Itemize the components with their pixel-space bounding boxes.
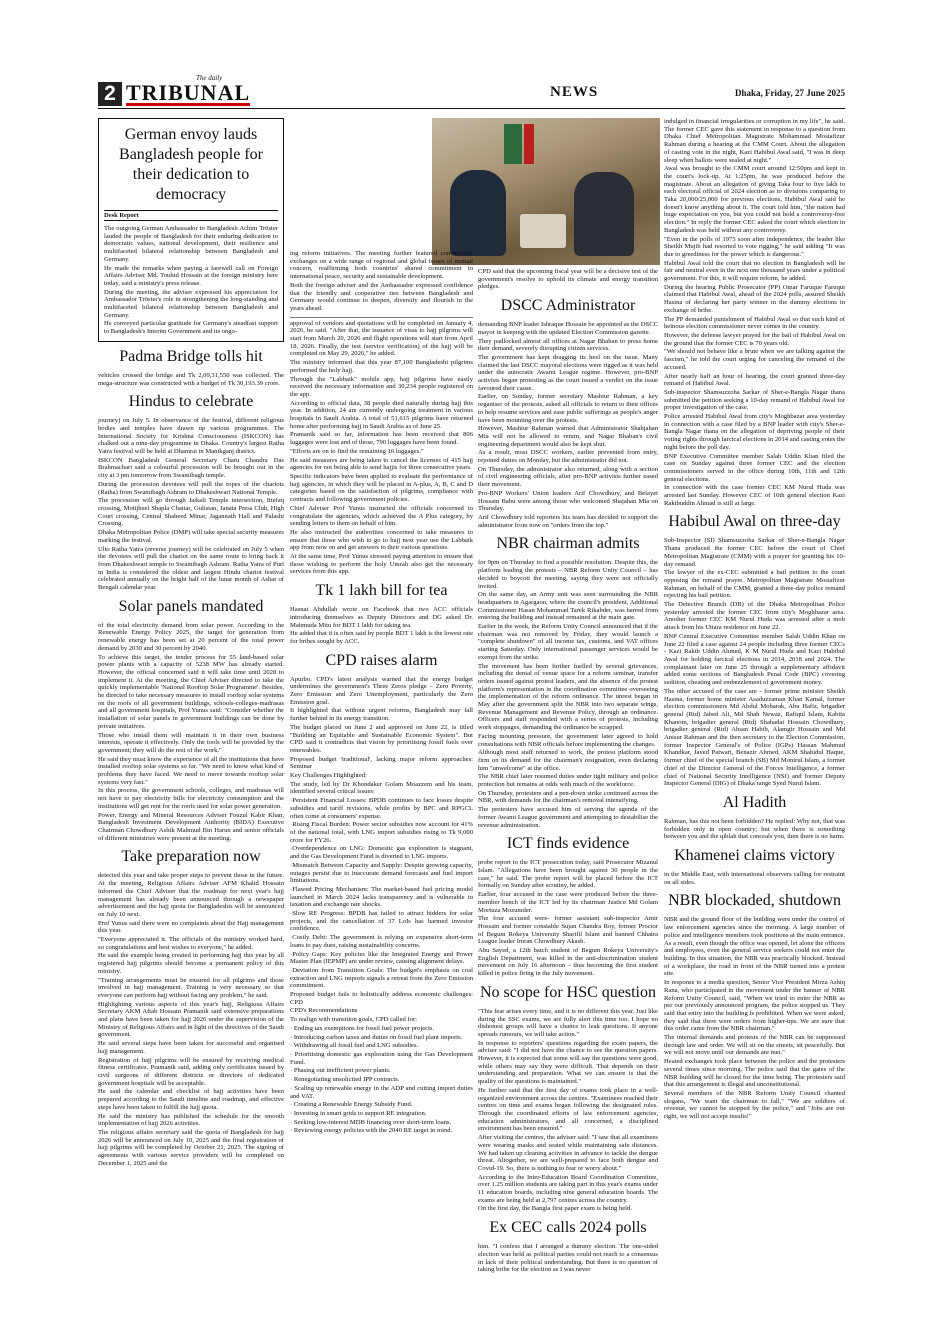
article-paragraph: In response to a media question, Senior Vice President Mirza Ashiq Rana, who participated in the movement under the banner of NBR Reform Unity Council, said, "When we tried to enter the NBR as per our previously announced program, the police stopped us. They said that entry into the building is prohibited. When we were asked, they said that there were orders from higher-ups. We are sure that this order came from the NBR chairman." (664, 979, 845, 1033)
article-paragraph: On the first day, the Bangla first paper exam is being held. (478, 1205, 632, 1213)
article-paragraph: Specific indicators have been applied to evaluate the performance of hajj agencies, in which they will be placed in A-plus, A, B, C and D categories based on the satisfaction of pilgrims, compliance with contracts and following government policies. (290, 472, 473, 504)
article-paragraph: At the same time, Prof Yunus stressed paying attention to ensure that those wishing to perform the holy Umrah also get the necessary services from this app. (290, 553, 473, 576)
article-paragraph: The lawyer of the ex-CEC submitted a bail petition to the court opposing the remand prayer. Metropolitan Magistrate Mostafizur Rahman, on behalf of the CMM, granted a three-day police remand rejecting his bail petition. (664, 569, 845, 600)
article-paragraph: ing reform initiatives. The meeting further featured constructive exchanges on a wide range of regional and global issues of mutual concern, reaffirming both countries' shared commitment to international peace, security and sustainable development. (290, 250, 473, 281)
boxed-article (98, 118, 284, 342)
article-paragraph: To realign with transition goals, CPD called for: (290, 1016, 417, 1024)
article-paragraph: ·Overdependence on LNG: Domestic gas exploration is stagnant, and the Gas Development Fund is diverted to LNG imports. (290, 845, 473, 861)
article-paragraph: Hasnat Abdullah wrote on Facebook that two ACC officials introducing themselves as Deputy Directors and DG asked Dr. Mahmuda Mitu for BDT 1 lakh for taking tea. (290, 606, 473, 629)
article-paragraph: "Even in the polls of 1973 soon after independence, the leader like Sheikh Mujib had resorted to vote rigging," he said adding "It was due to greediness for the power which is dangerous." (664, 235, 845, 258)
article-paragraph: · Scaling up renewable energy in the ADP and cutting import duties and VAT. (290, 1084, 473, 1100)
headline: NBR chairman admits (496, 535, 640, 553)
article-paragraph: He said they must know the experience of all the institutions that have installed rooftop solar systems so far. "We need to know what kind of problems they have faced. We need to move towards rooftop solar systems very fast." (98, 755, 284, 786)
article-paragraph: The movement has been further fuelled by several grievances, including the denial of venue space for a reform seminar, transfer orders issued against protest leaders, and the absence of the protest platform's representation in the coordination committee overseeing the implementation of the reform ordinance. The unrest began in May after the government split the NBR into two separate wings, Revenue Management and Revenue Policy, through an ordinance. Officers and staff responded with a series of protests, including work stoppages, demanding the ordinance be scrapped. (478, 662, 658, 732)
article-paragraph: According to official data, 38 people died naturally during hajj this year. In addition, 24 are currently undergoing treatment in various hospitals in Saudi Arabia. A total of 51,615 pilgrims have returned home after performing hajj in Saudi Arabia as of June 25. (290, 399, 473, 430)
article-paragraph: Proposed budget fails to holistically address economic challenges: CPD (290, 991, 473, 1006)
article-paragraph: Sub-inspector Shamsuzzoha Sarkar of Sher-e-Bangla Nagar thana submitted the petition seeking a 10-day remand of Habibul Awal for proper investigation of the case. (664, 388, 845, 412)
article-paragraph: Abu Sayed, a 12th batch student of Begum Rokeya University's English Department, was killed in the anti-discrimination student movement on July 16 afternoon – thus becoming the first student killed in police firing in the July movement. (478, 947, 658, 978)
article-paragraph: "Training arrangements must be ensured for all pilgrims and those involved in hajj management. Training is very necessary so that everyone can perform hajj without facing any problem," he said. (98, 976, 284, 999)
article-paragraph: Earlier in the week, the Reform Unity Council announced that if the chairman was not removed by Friday, they would launch a "complete shutdown" of all income tax, customs, and VAT offices starting Saturday. Only international passenger services would be exempt from the strike. (478, 623, 658, 661)
article-paragraph: ·Persistent Financial Losses: BPDB continues to face losses despite subsidies and tariff revisions, while profits by BPC and RPGCL often come at consumers' expense. (290, 797, 473, 820)
article-paragraph: Sub-Inspector (SI) Shamsuzzoha Sarkar of Sher-e-Bangla Nagar Thana produced the former CEC before the court of Chief Metropolitan Magistrate (CMM) with a prayer for granting his 10-day remand. (664, 537, 845, 568)
article-paragraph: The religious affairs secretary said the quota of Bangladesh for hajj 2026 will be announced on July 10, 2025 and the final registration of hajj pilgrims will be completed by October 21, 2025. The signing of agreements with various service providers will be completed on December 1, 2025 and the (98, 1128, 284, 1167)
article-paragraph: Facing mounting pressure, the government later agreed to hold consultations with NBR officials before implementing the changes. (478, 732, 658, 748)
article-paragraph: Chief Adviser Prof Yunus instructed the officials concerned to congratulate the agencies, which achieved the A Plus category, by sending letters to them on behalf of him. (290, 504, 473, 528)
article-paragraph: Police arrested Habibul Awal from city's Moghbazar area yesterday in connection with a case filed by a BNP leader with city's Sher-e-Bangla Nagar thana on the allegation of depriving people of their voting rights through farcical elections in 2014 and casting votes the night before the poll day. (664, 413, 845, 451)
article-paragraph: "This fear arises every time, and it is no different this year. Just like during the SSC exams, we are fully alert this time too. I hope no dishonest groups will have a chance to leak questions. If anyone spreads rumours, we will take action." (478, 1007, 658, 1038)
article-paragraph: According to the Inter-Education Board Coordination Committee, over 1.25 million students are taking part in this year's exams under 11 education boards, including nine general education boards. The exams are being held at 2,797 centres across the country. (478, 1173, 658, 1204)
page-number: 2 (98, 82, 122, 106)
article-paragraph: demanding BNP leader Ishraque Hossain be appointed as the DSCC mayor in keeping with the updated Election Commission gazette. (478, 321, 658, 336)
article-paragraph: · Introducing carbon taxes and duties on fossil fuel plant imports. (290, 1033, 463, 1041)
headline: DSCC Administrator (500, 297, 636, 315)
article-paragraph: The outgoing German Ambassador to Bangladesh Achim Tröster lauded the people of Bangladesh for their enduring dedication to democratic values, national development, their resilience and multifaceted bilateral relationship between Bangladesh and Germany. (104, 225, 278, 263)
article-paragraph: Habibul Awal told the court that no election in Bangladesh will be fair and neutral even in the next one thousand years under a political government. For this, it will require reform, he added. (664, 259, 845, 283)
article-paragraph: Highlighting various aspects of this year's hajj, Religious Affairs Secretary AKM Aftab Hossain Pramanik said extensive preparations and plans have been taken for hajj 2026 under the supervision of the Ministry of Religious Affairs and in light of the directives of the Saudi government. (98, 1000, 284, 1039)
headline: No scope for HSC question (480, 983, 656, 1001)
article-paragraph: journey) on July 5. In observance of the festival, different religious bodies and temples have drawn up various programmes. The International Society for Krishna Consciousness (ISKCON) has chalked out a nine-day programme in Dhaka. Country's largest Ratha Yatra festival will be held at Dhamrai in Manikganj district. (98, 417, 284, 456)
article-paragraph: He also instructed the authorities concerned to take measures to ensure that those who wish to go to hajj next year use the Labbaik app from now on and get answers to their various questions. (290, 528, 473, 552)
article-paragraph: On the same day, an Army unit was seen surrounding the NBR headquarters in Agargaon, where the council's president, Additional Commissioner Hasan Mohammad Tarek Rikabder, was barred from entering the building and instead remained at the main gate. (478, 591, 658, 622)
dateline: Dhaka, Friday, 27 June 2025 (734, 88, 845, 98)
article-paragraph: The Detective Branch (DB) of the Dhaka Metropolitan Police yesterday arrested the former CEC from city's Moghbazar area. Another former CEC KM Nurul Huda was arrested after a mob attack from his Uttara residence on June 22. (664, 601, 845, 632)
newspaper-logo (126, 74, 251, 106)
article-paragraph: approval of vendors and quotations will be completed on January 4, 2026, he said. "After that, the issuance of visas to hajj pilgrims will start from March 20, 2026 and flight operations will start from April 18, 2026. Finally, the test (service verification) of the hajj will be completed on May 29, 2026," he added. (290, 319, 473, 358)
article-paragraph: He said the ministry has published the schedule for the smooth implementation of hajj 2026 activities. (98, 1112, 284, 1128)
headline: Padma Bridge tolls hit (119, 347, 263, 365)
spacer (290, 118, 473, 250)
article-paragraph: of the total electricity demand from solar power. According to the Renewable Energy Policy 2025, the target for generation from renewable energy has been set at 20 percent of the total power demand by 2030 and 30 percent by 2040. (98, 621, 284, 652)
article-paragraph: ISKCON Bangladesh General Secretary Charu Chandra Das Brahmachari said a colourful procession will be brought out in the city at 3 pm tomorrow from Swamibagh temple. (98, 456, 284, 480)
article-paragraph: ·Rising Fiscal Burden: Power sector subsidies now account for 41% of the national total, with LNG import subsidies rising to Tk 9,000 crore for FY26. (290, 821, 473, 844)
brand-tagline: The daily (196, 74, 223, 82)
article-paragraph: Pramanik said so far, information has been received that 806 luggages were lost and of those, 790 luggages have been found. (290, 431, 473, 447)
article-paragraph: Several members of the NBR Reform Unity Council chanted slogans, "We want the chairman to fall," "We are soldiers of revenue, we cannot be stopped by the police," and "Jobs are our right, we will not accept insults!" (664, 1089, 845, 1121)
column-2 (290, 118, 473, 1248)
article-paragraph: him. "I confess that I arranged a dummy election. The one-sided election was held as political parties could not reach to a consensus in lack of their political understanding. But there is no question of taking bribe for the election as I was never (478, 1243, 658, 1274)
article-paragraph: for 9pm on Thursday to find a possible resolution. Despite this, the platform leading the protests – NBR Reform Unity Council – has decided to boycott the meeting, saying they were not officially invited. (478, 559, 658, 590)
article-paragraph: · Seeking low-interest MDB financing over short-term loans. (290, 1118, 452, 1126)
article-paragraph: In connection with the case former CEC KM Nurul Huda was arrested last Sunday. However CEC of 10th general election Kazi Rakibuddin Ahmad is still at large. (664, 484, 845, 507)
headline: German envoy lauds Bangladesh people for their dedication to democracy (119, 126, 263, 203)
byline: Desk Report (104, 210, 278, 221)
article-paragraph: Arif Chowdhury told reporters his team has decided to support the administrator from now on "orders from the top." (478, 513, 658, 529)
article-paragraph: · Withdrawing all fossil fuel and LNG subsidies. (290, 1042, 419, 1050)
article-paragraph: After visiting the centres, the adviser said: "I saw that all examinees were wearing masks and seated while maintaining safe distances. We had taken up cleaning activities in advance to tackle the dengue threat. Altogether, we are well-prepared to face both dengue and Covid-19. So, there is nothing to fear or worry about." (478, 1134, 658, 1172)
article-paragraph: · Prioritising domestic gas exploration using the Gas Development Fund. (290, 1050, 473, 1066)
article-paragraph: ·Slow RE Progress: BPDB has failed to attract bidders for solar projects, and the cancellation of 37 LoIs has harmed investor confidence. (290, 910, 473, 933)
article-paragraph: ·Mismatch Between Capacity and Supply: Despite growing capacity, outages persist due to inaccurate demand forecasts and fuel import limitations. (290, 861, 473, 885)
article-paragraph: The budget placed on June 2 and approved on June 22, is titled "Building an Equitable and Sustainable Economic System". But CPD said it contradicts that vision by prioritising fossil fuels over renewables. (290, 723, 473, 754)
article-paragraph: detected this year and take proper steps to prevent those in the future. At the meeting, Religious Affairs Adviser AFM Khalid Hossain informed the Chief Adviser that the roadmap for next year's hajj management has already been announced through a newspaper advertisement and the hajj quota for Bangladeshis will be announced on July 10 next. (98, 872, 284, 918)
article-paragraph: ·Deviation from Transition Goals: The budget's emphasis on coal extraction and LNG imports signals a retreat from the Zero Emission commitment. (290, 966, 473, 990)
article-paragraph: During the meeting, the adviser expressed his appreciation for Ambassador Tröster's role in strengthening the long-standing and multifaceted bilateral relationship between Bangladesh and Germany. (104, 288, 278, 319)
article-paragraph: The study, led by Dr Khondaker Golam Moazzem and his team, identified several critical issues: (290, 780, 473, 796)
article-paragraph: indulged in financial irregularities or corruption in my life", he said. The former CEC gave this statement in response to a question from Dhaka Chief Metropolitan Magistrate Mohammad Mostafizur Rahman during a hearing at the CMM Court. About the allegation of casting vote in the night, Kazi Habibul Awal said, "I was in deep sleep when ballots were sealed at night." (664, 118, 845, 164)
article-paragraph: To achieve this target, the tender process for 55 land-based solar power plants with a capacity of 5238 MW has already started. However, the official concerned said it will take time until 2028 to implement it. At the meeting, the Chief Adviser directed to take the quickly implementable 'National Rooftop Solar Programme'. Besides, he directed to take necessary measures to install rooftop solar systems on the roofs of all government buildings, schools-colleges-madrasas and all government hospitals, Prof Yunus said: "Consider whether the installation of solar panels in government buildings can be done by private initiatives. (98, 653, 284, 730)
article-paragraph: Ulto Ratha Yatra (reverse journey) will be celebrated on July 5 when the devotees will pull the chariot on the same route to bring back it from Dhakeshwari temple to Swamibagh Ashram. Ratha Yatra of Puri in India is considered the oldest and largest Hindu chariot festival celebrated annually on the bright half of the lunar month of Ashar of Bengali calendar year. (98, 545, 284, 592)
article-paragraph: NBR and the ground floor of the building were under the control of law enforcement agencies since the morning. A large number of police and intelligence members took positions at the main entrance. As a result, even though the office was opened, let alone the officers and employees, even the general service seekers could not enter the building. In this situation, the NBR was practically blocked. Instead of a workplace, the road in front of the NBR turned into a protest site. (664, 916, 845, 978)
article-paragraph: In this process, the government schools, colleges, and madrasas will not have to pay electricity bills for electricity consumption and the institutions will get rent for the roofs used for solar power generation. (98, 787, 284, 810)
article-paragraph: He said the example being created in performing hajj this year by all registered hajj pilgrims should become a permanent policy of this ministry. (98, 952, 284, 975)
article-paragraph: · Investing in smart grids to support RE integration. (290, 1109, 427, 1117)
article-paragraph: BNP Central Executive Committee member Salah Uddin Khan on June 22 filed a case against 24 people including three former CECs - Kazi Rakib Uddin Ahmed, K M Nurul Huda and Kazi Habibul Awal for holding farcical elections in 2014, 2018 and 2024. The complainant later on June 25 through a supplementary affidavit added some sections of Bangladesh Penal Code (BPC) covering sedition, cheating and embezzlement of government money. (664, 632, 845, 687)
article-paragraph: It highlighted that without urgent reforms, Bangladesh may fall further behind in its energy transition. (290, 707, 473, 723)
headline: Solar panels mandated (118, 597, 264, 615)
article-paragraph: During the hearing Public Prosecutor (PP) Omar Faruque Faruqui claimed that Habibul Awal, ahead of the 2024 polls, assured Sheikh Hasina of declaring her party winner in the dummy elections in exchange of bribe. (664, 283, 845, 314)
headline: Hindus to celebrate (128, 393, 254, 411)
article-paragraph: Both the foreign adviser and the Ambassador expressed confidence that the friendly and cooperative ties between Bangladesh and Germany would continue to deepen, diversify and flourish in the years ahead. (290, 281, 473, 312)
article-paragraph: Proposed budget 'traditional', lacking major reform approaches: Seminar (290, 755, 473, 771)
article-paragraph: The procession will go through Jaikali Temple intersection, Ittefaq crossing, Motijheel Shapla Chattar, Gulistan, Janata Press Club, High Court crossing, Central Shaheed Minar, Jagannath Hall and Palashi Crossing. (98, 497, 284, 528)
article-paragraph: The four accused were- former assistant sub-inspector Amir Hossain and former constable Sujan Chandra Roy, former Proctor of Begum Rokeya University Sharifil Islam and banned Chhatra League leader Imran Chowdhury Akash. (478, 915, 658, 946)
article-paragraph: · Phasing out inefficient power plants. (290, 1067, 391, 1075)
column-3 (478, 118, 658, 1274)
article-paragraph: Prof Yunus said there were no complaints about the Hajj management this year. (98, 919, 284, 935)
article-paragraph: After nearly half an hour of hearing, the court granted three-day remand of Habibul Awal. (664, 372, 845, 388)
headline: ICT finds evidence (506, 835, 630, 853)
headline: NBR blockaded, shutdown (668, 892, 841, 910)
article-paragraph: The NBR chief later resumed duties under tight military and police protection but remains at odds with much of the workforce. (478, 773, 658, 789)
article-paragraph: Earlier, on Sunday, former secretary Mashiur Rahman, a key organiser of the protests, asked all officials to return to their offices to help resume services and ease public sufferings as people's anger have been mounting over the protests. (478, 393, 658, 424)
article-paragraph: Dhaka Metropolitan Police (DMP) will take special security measures marking the festival. (98, 529, 284, 544)
article-paragraph: He said several steps have been taken for successful and organised hajj management. (98, 1040, 284, 1055)
article-paragraph: He said measures are being taken to cancel the licenses of 415 hajj agencies for not being able to send hajjis for three consecutive years. (290, 456, 473, 472)
article-paragraph: Although most staff returned to work, the protest platform stood firm on its demand for the chairman's resignation, even declaring him "unwelcome" at the office. (478, 749, 658, 772)
article-paragraph: On Thursday, protesters and a pen-down strike continued across the NBR, with demands for the chairman's removal intensifying. (478, 789, 658, 805)
article-paragraph: Through the "Labbaik" mobile app, hajj pilgrims have easily received the necessary information and 30,234 people registered on the app. (290, 375, 473, 398)
article-paragraph: CPD's Recommendations (290, 1007, 358, 1015)
article-paragraph: However, Mashiur Rahman warned that Administrator Shahjahan Mia will not be allowed to return, and Nagar Bhaban's civil engineering department would also be kept shut. (478, 425, 658, 448)
article-paragraph: He conveyed particular gratitude for Germany's steadfast support to Bangladesh's Interim Government and its ongo- (104, 320, 278, 336)
article-paragraph: Key Challenges Highlighted: (290, 772, 367, 780)
brand-name: TRIBUNAL (126, 80, 251, 105)
masthead (98, 74, 845, 109)
article-paragraph: ·Flawed Pricing Mechanism: The market-based fuel pricing model launched in March 2024 lacks transparency and is vulnerable to taxation and exchange rate shocks. (290, 885, 473, 909)
article-paragraph: Heated exchanges took place between the police and the protesters several times since morning. The police said that the gates of the NBR building will be closed for the time being. The protesters said that this arrangement is illegal and unconstitutional. (664, 1058, 845, 1089)
column-1 (98, 118, 284, 1248)
article-paragraph: On Thursday, the administrator also returned, along with a section of civil engineering officials, after pro-BNP activists further eased their movement. (478, 465, 658, 489)
column-4 (664, 118, 845, 1248)
article-paragraph: probe report to the ICT prosecution today, said Prosecutor Mizanul Islam. "Allegations have been brought against 30 people in the case," he said. The probe report will be placed before the ICT formally on Sunday after scrutiny, he added. (478, 859, 658, 890)
headline: Al Hadith (722, 793, 787, 811)
article-paragraph: in the Middle East, with international observers calling for restraint on all sides. (664, 871, 845, 886)
article-paragraph: He added that it is often said by people BDT 1 lakh is the lowest rate for bribes sought by ACC. (290, 630, 473, 645)
article-paragraph: The ministry informed that this year 87,100 Bangladeshi pilgrims performed the holy hajj. (290, 359, 473, 374)
article-paragraph: However, the defense lawyer prayed for the bail of Habibul Awal on the ground that the former CEC is 70 years old. (664, 331, 845, 347)
article-paragraph: The PP demanded punishment of Habibul Awal so that such kind of heinous election commissioner never comes in the country. (664, 315, 845, 331)
article-paragraph: He made the remarks when paying a farewell call on Foreign Affairs Adviser Md. Touhid Hossain at the foreign ministry here today, said a ministry's press release. (104, 264, 278, 287)
article-paragraph: Registration of hajj pilgrims will be ensured by receiving medical fitness certificates. Pramanik said, adding only certificates issued by civil surgeons of different districts or directors of dedicated government hospitals will be acceptable. (98, 1056, 284, 1087)
article-paragraph: The other accused of the case are - former prime minister Sheikh Hasina, former home minister Asaduzzaman Khan Kamal, former election commissioners Md Abdul Mobarak, Abu Hafiz, brigadier general (Rtd) Jabed Ali, Md Shah Newaz, Rafiqul Islam, Kabita Khanom, brigadier general (Rtd) Shahadat Hossain Chowdhury, brigadier general (Rtd) Ahsan Habib, Alamgir Hossain and Md Anisur Rahman and the then secretary to the Election Commission, former Inspector General's of Police (IGPs) Hassan Mahmud Khandkar, Javed Patwari, Benazir Ahmed, AKM Shahidul Haque, former chief of the special branch (SB) Md Monirul Islam, a former chief of the Director General of the Forces Intelligence, a former chief of National Security Intelligence (NSI) and former Deputy Inspector General (DIG) of Dhaka range Syed Nurul Islam. (664, 687, 845, 788)
headline: CPD raises alarm (325, 651, 438, 669)
article-paragraph: They padlocked almost all offices at Nagar Bhaban to press home their demand, severely disrupting citizen services. (478, 337, 658, 353)
article-paragraph: In response to reporters' questions regarding the exam papers, the adviser said: "I did not have the chance to see the question papers. However, it is expected that some will say the questions were good, while others may say they were difficult. That depends on their understanding and preparation. What we can ensure is that the quality of the questions is maintained." (478, 1039, 658, 1086)
article-paragraph: "We should not behave like a brute when we are talking against the fascism," he told the court urging for canceling the remand of the accused. (664, 348, 845, 371)
article-paragraph: Rahman, has this not been forbidden? He replied: Why not, that was forbidden only in open country; but when there is something between you and the qiblah that conceals you, then there is no harm. (664, 817, 845, 841)
article-paragraph: He further said that the first day of exams took place in a well-organized environment across the centres. "Examinees reached their centres on time and exams began following the designated rules. Through the coordinated efforts of law enforcement agencies, education administrators, and all concerned, a disciplined environment has been ensured." (478, 1086, 658, 1133)
article-paragraph: vehicles crossed the bridge and Tk 2,09,31,550 was collected. The mega-structure was constructed with a budget of Tk 30,193.39 crore. (98, 371, 284, 387)
article-paragraph: Awal was brought to the CMM court around 12:50pm and kept in the court's lock-up. At 1:25pm, he was produced before the magistrate. About an allegation of giving Taka four to five lakh to each electoral official of 2024 election as to divisions comparing to Taka 20,000/25,000 for previous elections, Habibul Awal said he doesn't know anything about it. The court told him, "the nation had huge expectation on you, but you could not hold a controversy-free election." In reply the former CEC asked the court which election in Bangladesh was held without any controversy. (664, 165, 845, 234)
article-paragraph: The government has kept dragging its heel on the issue. Many claimed the last DSCC mayoral elections were rigged as it was held under the autocratic Awami League regime. However, pro-BNP activists began protesting as the court issued a verdict on the issue favoured their cause. (478, 353, 658, 392)
article-paragraph: The internal demands and protests of the NBR can be suppressed through law and order. We will sit on the streets, sit peacefully. But we will not move until our demands are met." (664, 1034, 845, 1057)
article-paragraph: "Efforts are on to find the remaining 16 luggages." (290, 447, 424, 455)
headline: Habibul Awal on three-day (668, 513, 841, 531)
headline: Take preparation now (121, 848, 261, 866)
article-paragraph: ·Policy Gaps: Key policies like the Integrated Energy and Power Master Plan (IEPMP) are under review, causing alignment delays. (290, 950, 473, 966)
article-paragraph: Apurbo. CPD's latest analysis warned that the energy budget undermines the government's Three Zeros pledge – Zero Poverty, Zero Emission and Zero Unemployment, particularly the Zero Emission goal. (290, 675, 473, 706)
article-paragraph: · Creating a Renewable Energy Subsidy Fund. (290, 1101, 413, 1109)
article-paragraph: As a result, most DSCC workers, earlier prevented from entry, rejoined duties on Monday, but the administrator did not. (478, 449, 658, 465)
headline: Khamenei claims victory (674, 847, 835, 865)
article-paragraph: · Renegotiating unsolicited IPP contracts. (290, 1076, 400, 1084)
headline: Tk 1 lakh bill for tea (315, 582, 448, 600)
article-paragraph: CPD said that the upcoming fiscal year will be a decisive test of the government's resolve to uphold its climate and energy transition pledges. (478, 268, 658, 291)
divider (290, 317, 473, 318)
article-paragraph: BNP Executive Committee member Salah Uddin Khan filed the case on Sunday against three former CEC and the election commissioners served in the office during 10th, 11th and 12th general elections. (664, 452, 845, 483)
article-paragraph: Those who install them will maintain it in their own business interests, operate it effectively. Only the tools will be provided by the government; they will do the rest of the work." (98, 731, 284, 754)
article-paragraph: Pro-BNP Workers' Union leaders Arif Chowdhury, and Belayet Hossain Babu were among those who welcomed Shajahan Mia on Thursday. (478, 489, 658, 513)
article-paragraph: The protesters have accused him of serving the agenda of the former Awami League government and attempting to destabilise the revenue administration. (478, 806, 658, 829)
article-paragraph: He said the calendar and checklist of hajj activities have been prepared according to the Saudi timeline and roadmap, and effective steps have been taken to fulfill the hajj quota. (98, 1088, 284, 1111)
article-paragraph: During the procession devotees will pull the ropes of the chariots (Ratha) from Swamibagh Ashram to Dhakeshwari National Temple. (98, 480, 284, 496)
article-paragraph: ·Costly Debt: The government is relying on expensive short-term loans to pay dues, raising sustainability concerns. (290, 934, 473, 949)
section-title: NEWS (550, 84, 599, 100)
article-paragraph: · Reviewing energy policies with the 2040 RE target in mind. (290, 1127, 453, 1135)
photo-space (478, 118, 658, 268)
headline: Ex CEC calls 2024 polls (489, 1219, 647, 1237)
article-paragraph: Power, Energy and Mineral Resources Adviser Fouzul Kabir Khan, Bangladesh Investment Development Authority (BIDA) Executive Chairman Chowdhury Ashik Mahmud Bin Harun and senior officials of different ministries were present at the meeting. (98, 811, 284, 842)
article-paragraph: Earlier, four accused in the case were produced before the three-member bench of the ICT led by its chairman Justice Md Golam Mortuza Mozumder. (478, 891, 658, 914)
article-paragraph: · Ending tax exemptions for fossil fuel power projects. (290, 1024, 435, 1032)
article-paragraph: "Everyone appreciated it. The officials of the ministry worked hard, so congratulations and best wishes to everyone," he added. (98, 936, 284, 951)
